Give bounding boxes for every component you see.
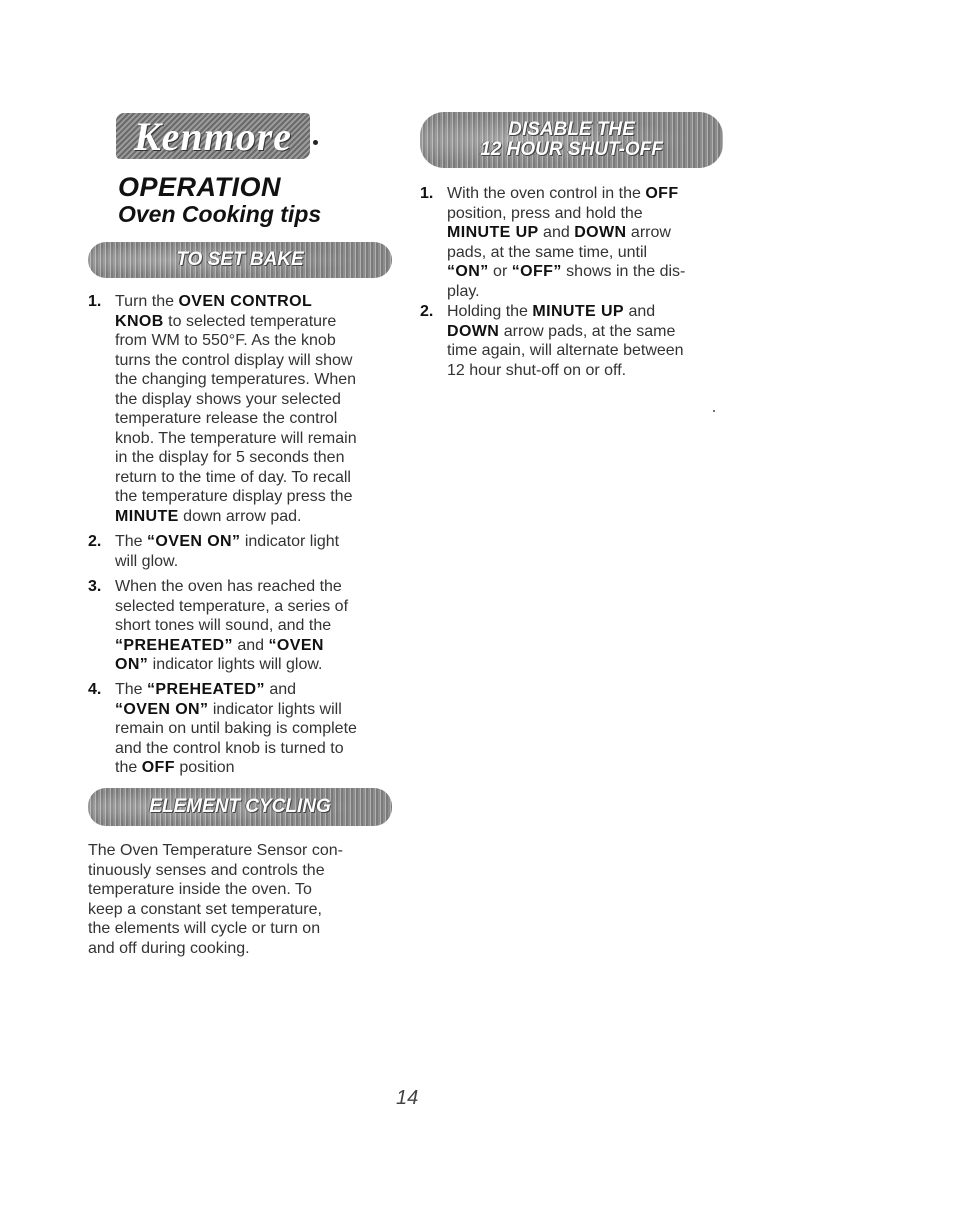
set-bake-heading-text: TO SET BAKE bbox=[176, 249, 304, 271]
emphasis-text: “OFF” bbox=[511, 263, 562, 280]
text-line: pads, at the same time, until bbox=[447, 243, 648, 261]
text-line: The Oven Temperature Sensor con- bbox=[88, 842, 343, 859]
text-line: in the display for 5 seconds then bbox=[115, 449, 345, 466]
disable-heading-line-2: 12 HOUR SHUT-OFF bbox=[480, 139, 663, 160]
emphasis-text: OFF bbox=[141, 759, 175, 776]
text-line: Turn the OVEN CONTROL bbox=[115, 293, 313, 310]
text-line: and off during cooking. bbox=[88, 939, 250, 957]
text-line: return to the time of day. To recall bbox=[115, 468, 351, 486]
text-line: selected temperature, a series of bbox=[115, 597, 349, 615]
set-bake-step-2 bbox=[88, 532, 388, 572]
page-number: 14 bbox=[396, 1087, 419, 1109]
set-bake-heading bbox=[88, 242, 392, 278]
step-number: 2. bbox=[420, 303, 434, 320]
step-text bbox=[115, 292, 357, 526]
text-line: the OFF position bbox=[115, 759, 235, 776]
disable-heading-line-1: DISABLE THE bbox=[508, 119, 635, 141]
text-line: MINUTE down arrow pad. bbox=[115, 507, 302, 525]
element-cycling-paragraph bbox=[88, 841, 398, 958]
text-line: the display shows your selected bbox=[115, 390, 341, 408]
text-line: play. bbox=[447, 282, 480, 300]
text-line: position, press and hold the bbox=[447, 204, 643, 222]
emphasis-text: DOWN bbox=[447, 322, 500, 340]
emphasis-text: “PREHEATED” bbox=[147, 681, 265, 698]
emphasis-text: “OVEN ON” bbox=[115, 700, 209, 718]
text-line: will glow. bbox=[115, 552, 179, 570]
emphasis-text: MINUTE bbox=[115, 507, 179, 525]
step-number: 4. bbox=[88, 681, 102, 698]
text-line: the elements will cycle or turn on bbox=[88, 920, 321, 937]
text-line: tinuously senses and controls the bbox=[88, 861, 325, 879]
text-line: The “OVEN ON” indicator light bbox=[115, 533, 340, 550]
text-line: With the oven control in the OFF bbox=[447, 185, 679, 202]
step-text bbox=[447, 184, 685, 301]
emphasis-text: KNOB bbox=[115, 312, 164, 330]
text-line: from WM to 550°F. As the knob bbox=[115, 332, 336, 349]
emphasis-text: OFF bbox=[645, 185, 679, 202]
step-number: 3. bbox=[88, 578, 102, 595]
text-line: “PREHEATED” and “OVEN bbox=[115, 636, 324, 654]
text-line: the temperature display press the bbox=[115, 488, 353, 505]
disable-step-1 bbox=[420, 184, 730, 302]
disable-shutoff-heading-text bbox=[480, 120, 663, 160]
text-line: temperature inside the oven. To bbox=[88, 881, 312, 898]
element-cycling-heading bbox=[88, 788, 392, 826]
emphasis-text: DOWN bbox=[574, 224, 627, 241]
emphasis-text: “PREHEATED” bbox=[115, 636, 233, 654]
text-line: “OVEN ON” indicator lights will bbox=[115, 700, 342, 718]
element-cycling-heading-text: ELEMENT CYCLING bbox=[149, 796, 331, 818]
text-line: time again, will alternate between bbox=[447, 342, 684, 359]
disable-step-2 bbox=[420, 302, 730, 382]
text-line: “ON” or “OFF” shows in the dis- bbox=[447, 263, 686, 280]
disable-shutoff-heading bbox=[420, 112, 723, 168]
text-line: The “PREHEATED” and bbox=[115, 681, 297, 698]
section-title: OPERATION bbox=[118, 172, 282, 202]
text-line: When the oven has reached the bbox=[115, 578, 342, 595]
step-number: 2. bbox=[88, 533, 102, 550]
text-line: MINUTE UP and DOWN arrow bbox=[447, 224, 671, 241]
text-line: KNOB to selected temperature bbox=[115, 312, 337, 330]
text-line: the changing temperatures. When bbox=[115, 371, 357, 388]
step-text bbox=[115, 577, 348, 675]
emphasis-text: “ON” bbox=[447, 263, 489, 280]
text-line: DOWN arrow pads, at the same bbox=[447, 322, 676, 340]
text-line: temperature release the control bbox=[115, 410, 338, 427]
set-bake-step-4 bbox=[88, 680, 388, 778]
logo-text: Kenmore bbox=[133, 113, 293, 159]
print-speck bbox=[713, 410, 715, 412]
emphasis-text: “OVEN bbox=[268, 636, 324, 654]
set-bake-step-3 bbox=[88, 577, 388, 675]
text-line: 12 hour shut-off on or off. bbox=[447, 361, 627, 379]
text-line: keep a constant set temperature, bbox=[88, 900, 322, 918]
text-line: remain on until baking is complete bbox=[115, 720, 357, 737]
section-subtitle: Oven Cooking tips bbox=[118, 201, 322, 227]
emphasis-text: MINUTE UP bbox=[447, 224, 539, 241]
logo-dot bbox=[313, 140, 318, 145]
emphasis-text: MINUTE UP bbox=[532, 303, 624, 320]
step-text bbox=[447, 302, 684, 380]
text-line: and the control knob is turned to bbox=[115, 739, 344, 757]
emphasis-text: ON” bbox=[115, 656, 149, 673]
step-number: 1. bbox=[88, 293, 102, 310]
kenmore-logo bbox=[116, 113, 310, 159]
text-line: ON” indicator lights will glow. bbox=[115, 656, 323, 673]
text-line: short tones will sound, and the bbox=[115, 617, 332, 634]
step-text bbox=[115, 532, 339, 571]
text-line: Holding the MINUTE UP and bbox=[447, 303, 656, 320]
step-text bbox=[115, 680, 357, 778]
text-line: turns the control display will show bbox=[115, 351, 353, 369]
text-line: knob. The temperature will remain bbox=[115, 429, 357, 447]
set-bake-step-1 bbox=[88, 292, 388, 526]
emphasis-text: OVEN CONTROL bbox=[178, 293, 313, 310]
emphasis-text: “OVEN ON” bbox=[147, 533, 241, 550]
step-number: 1. bbox=[420, 185, 434, 202]
